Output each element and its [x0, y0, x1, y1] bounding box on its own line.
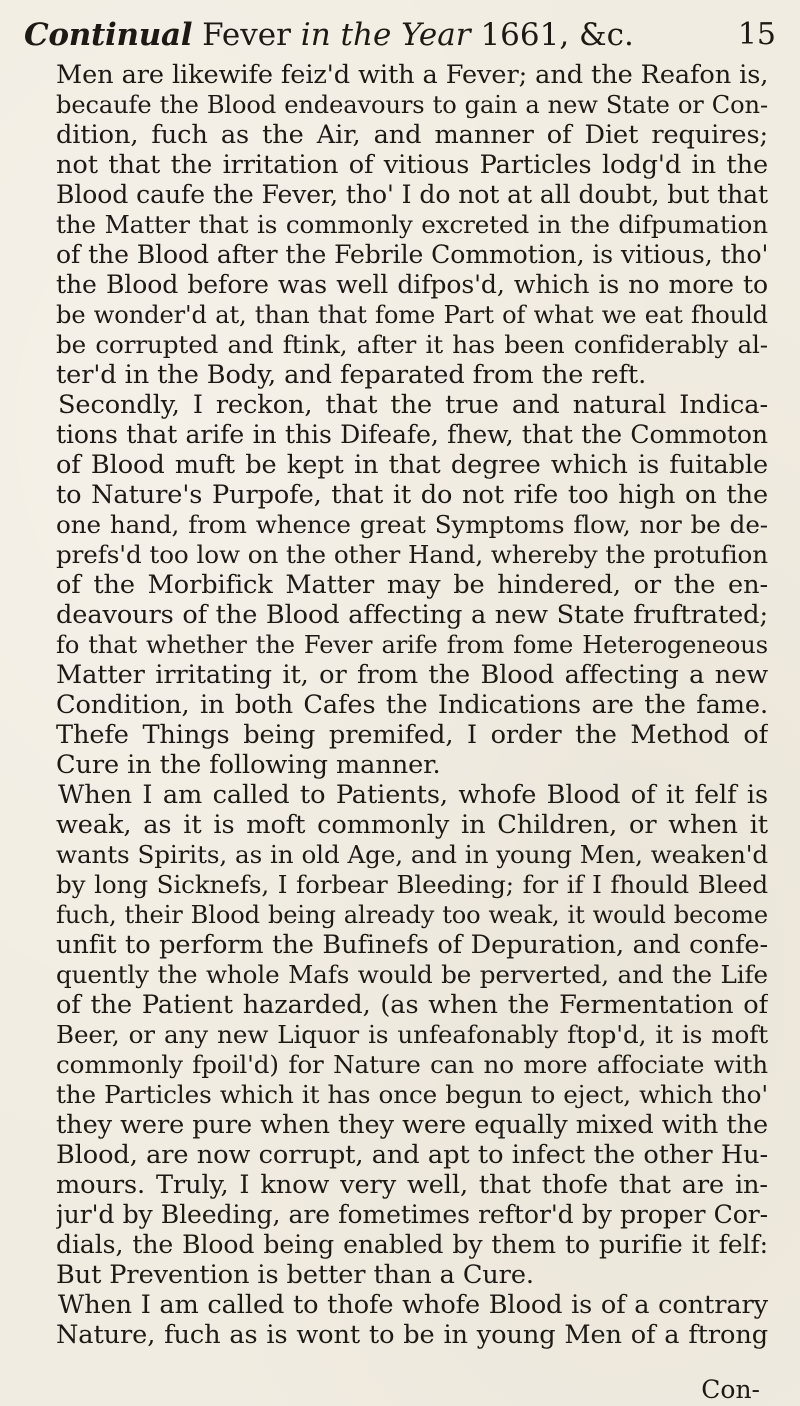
text-line: of Blood muft be kept in that degree which is fuitable — [56, 450, 768, 480]
running-title-italic: Continual — [24, 17, 193, 53]
text-line: jur'd by Bleeding, are fometimes reftor'd by proper Cor- — [56, 1200, 768, 1229]
text-line: wants Spirits, as in old Age, and in young Men, weaken'd — [56, 840, 768, 869]
text-line: the Blood before was well difpos'd, which is no more to — [56, 270, 768, 299]
catchword: Con- — [701, 1375, 760, 1404]
text-line: Nature, fuch as is wont to be in young Men of a ftrong — [56, 1320, 768, 1350]
running-title-year: 1661, &c. — [480, 17, 634, 53]
text-line: of the Blood after the Febrile Commotion, is vitious, tho' — [56, 240, 768, 269]
text-line: dition, fuch as the Air, and manner of Diet requires; — [56, 120, 768, 150]
text-line: mours. Truly, I know very well, that thofe that are in- — [56, 1170, 768, 1200]
text-line: Beer, or any new Liquor is unfeafonably ftop'd, it is moft — [56, 1020, 768, 1049]
text-line: they were pure when they were equally mixed with the — [56, 1110, 768, 1140]
text-line: Blood, are now corrupt, and apt to infect the other Hu- — [56, 1140, 768, 1170]
text-line: Thefe Things being premifed, I order the Method of — [56, 720, 768, 750]
text-line: fuch, their Blood being already too weak, it would become — [56, 901, 768, 929]
text-line: Cure in the following manner. — [56, 750, 441, 780]
text-line: When I am called to Patients, whofe Blood of it felf is — [58, 780, 768, 810]
text-line: prefs'd too low on the other Hand, whereby the protufion — [56, 540, 768, 569]
text-line: Matter irritating it, or from the Blood affecting a new — [56, 660, 768, 690]
text-line: Blood caufe the Fever, tho' I do not at all doubt, but that — [56, 180, 768, 209]
text-line: Men are likewife feiz'd with a Fever; and the Reafon is, — [56, 60, 768, 90]
body-text — [56, 60, 768, 1350]
text-line: to Nature's Purpofe, that it do not rife too high on the — [56, 480, 768, 510]
running-title-word: Fever — [202, 17, 291, 53]
text-line: of the Patient hazarded, (as when the Fermentation of — [56, 990, 768, 1020]
text-line: be wonder'd at, than that fome Part of what we eat fhould — [56, 301, 768, 329]
page-number: 15 — [737, 17, 776, 52]
text-line: quently the whole Mafs would be perverted, and the Life — [56, 960, 768, 989]
text-line: Condition, in both Cafes the Indications are the fame. — [56, 690, 768, 720]
text-line: unfit to perform the Bufinefs of Depuration, and confe- — [56, 930, 768, 960]
text-line: tions that arife in this Difeafe, fhew, that the Commoton — [56, 420, 768, 449]
text-line: commonly fpoil'd) for Nature can no more affociate with — [56, 1050, 768, 1079]
text-line: ter'd in the Body, and feparated from the reft. — [56, 360, 647, 390]
text-line: be corrupted and ftink, after it has been confiderably al- — [56, 330, 768, 359]
text-line: the Particles which it has once begun to eject, which tho' — [56, 1080, 768, 1109]
text-line: weak, as it is moft commonly in Children, or when it — [56, 810, 768, 840]
text-line: by long Sicknefs, I forbear Bleeding; for if I fhould Bleed — [56, 870, 768, 899]
running-title-rest: in the Year — [300, 17, 471, 53]
text-line: one hand, from whence great Symptoms flow, nor be de- — [56, 510, 768, 539]
text-line: Secondly, I reckon, that the true and natural Indica- — [58, 390, 768, 420]
text-line: dials, the Blood being enabled by them to purifie it felf: — [56, 1230, 768, 1259]
text-line: not that the irritation of vitious Particles lodg'd in the — [56, 150, 768, 180]
running-header — [24, 12, 776, 58]
text-line: becaufe the Blood endeavours to gain a new State or Con- — [56, 91, 768, 119]
text-line: fo that whether the Fever arife from fome Heterogeneous — [56, 631, 768, 659]
text-line: deavours of the Blood affecting a new State fruftrated; — [56, 600, 768, 630]
text-line: But Prevention is better than a Cure. — [56, 1260, 534, 1290]
text-line: When I am called to thofe whofe Blood is of a contrary — [58, 1290, 768, 1320]
text-line: the Matter that is commonly excreted in the difpumation — [56, 210, 768, 239]
text-line: of the Morbifick Matter may be hindered, or the en- — [56, 570, 768, 600]
